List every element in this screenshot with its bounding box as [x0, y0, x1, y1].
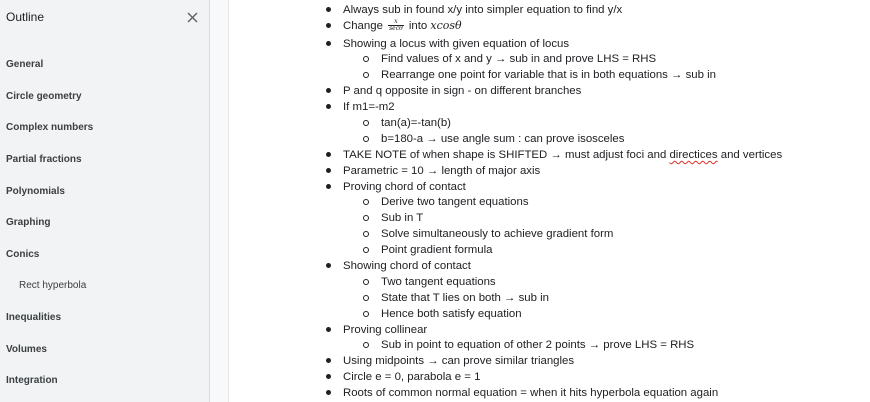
hollow-bullet-icon — [363, 199, 369, 205]
bullet-icon — [326, 327, 331, 332]
outline-item-volumes[interactable]: Volumes — [6, 344, 47, 355]
bullet-icon — [326, 374, 331, 379]
list-subitem: tan(a)=-tan(b) — [381, 117, 451, 129]
list-subitem: Find values of x and y → sub in and prove LHS = RHS — [381, 53, 657, 65]
outline-item-rect-hyperbola[interactable]: Rect hyperbola — [19, 280, 87, 291]
hollow-bullet-icon — [363, 247, 369, 253]
list-subitem: Sub in point to equation of other 2 points → prove LHS = RHS — [381, 339, 695, 351]
outline-item-partial-fractions[interactable]: Partial fractions — [6, 154, 82, 165]
list-subitem: Hence both satisfy equation — [381, 308, 522, 320]
close-icon[interactable] — [185, 10, 200, 25]
outline-panel — [0, 0, 210, 402]
bullet-icon — [326, 263, 331, 268]
hollow-bullet-icon — [363, 72, 369, 78]
list-item: P and q opposite in sign - on different branches — [343, 85, 582, 97]
panel-divider — [210, 0, 229, 402]
bullet-icon — [326, 41, 331, 46]
fraction-denominator: secθ — [389, 25, 403, 33]
list-text-after: and vertices — [717, 149, 783, 161]
list-item: Roots of common normal equation = when it hits hyperbola equation again — [343, 387, 719, 399]
list-text-before: TAKE NOTE of when shape is SHIFTED → must adjust foci and — [343, 149, 670, 161]
outline-header — [6, 9, 202, 27]
list-subitem: Rearrange one point for variable that is in both equations → sub in — [381, 69, 716, 81]
hollow-bullet-icon — [363, 120, 369, 126]
hollow-bullet-icon — [363, 231, 369, 237]
outline-item-complex-numbers[interactable]: Complex numbers — [6, 122, 94, 133]
fraction-numerator: x — [388, 19, 404, 26]
spelling-error-word[interactable]: directices — [669, 149, 718, 161]
outline-item-graphing[interactable]: Graphing — [6, 217, 51, 228]
outline-title: Outline — [6, 10, 45, 24]
list-item: Always sub in found x/y into simpler equation to find y/x — [343, 4, 623, 16]
list-subitem: b=180-a → use angle sum : can prove isosceles — [381, 133, 625, 145]
formula-math: xcosθ — [430, 19, 462, 32]
hollow-bullet-icon — [363, 295, 369, 301]
list-item: Parametric = 10 → length of major axis — [343, 165, 541, 177]
bullet-icon — [326, 23, 331, 28]
outline-item-circle-geometry[interactable]: Circle geometry — [6, 91, 82, 102]
bullet-icon — [326, 104, 331, 109]
list-item: Showing chord of contact — [343, 260, 471, 272]
bullet-icon — [326, 152, 331, 157]
list-item-formula — [343, 18, 462, 34]
bullet-icon — [326, 184, 331, 189]
list-item: Proving chord of contact — [343, 181, 466, 193]
close-icon-glyph — [185, 10, 200, 25]
list-subitem: Solve simultaneously to achieve gradient form — [381, 228, 614, 240]
list-subitem: Derive two tangent equations — [381, 196, 529, 208]
formula-text-mid: into — [408, 20, 428, 32]
outline-item-inequalities[interactable]: Inequalities — [6, 312, 62, 323]
outline-item-polynomials[interactable]: Polynomials — [6, 186, 65, 197]
list-item: If m1=-m2 — [343, 101, 395, 113]
bullet-icon — [326, 7, 331, 12]
bullet-icon — [326, 390, 331, 395]
fraction — [388, 19, 404, 32]
list-item: Using midpoints → can prove similar triangles — [343, 355, 575, 367]
bullet-icon — [326, 88, 331, 93]
hollow-bullet-icon — [363, 215, 369, 221]
list-item-flagged — [343, 147, 782, 163]
formula-text-before: Change — [343, 20, 383, 32]
hollow-bullet-icon — [363, 342, 369, 348]
list-item: Showing a locus with given equation of locus — [343, 38, 570, 50]
hollow-bullet-icon — [363, 279, 369, 285]
bullet-icon — [326, 168, 331, 173]
list-item: Proving collinear — [343, 324, 428, 336]
outline-item-integration[interactable]: Integration — [6, 375, 58, 386]
hollow-bullet-icon — [363, 56, 369, 62]
bullet-icon — [326, 358, 331, 363]
hollow-bullet-icon — [363, 136, 369, 142]
outline-item-conics[interactable]: Conics — [6, 249, 40, 260]
document-body[interactable] — [229, 0, 870, 402]
hollow-bullet-icon — [363, 311, 369, 317]
list-subitem: Point gradient formula — [381, 244, 493, 256]
list-subitem: Sub in T — [381, 212, 424, 224]
list-subitem: State that T lies on both → sub in — [381, 292, 550, 304]
list-item: Circle e = 0, parabola e = 1 — [343, 371, 481, 383]
list-subitem: Two tangent equations — [381, 276, 496, 288]
outline-item-general[interactable]: General — [6, 59, 44, 70]
